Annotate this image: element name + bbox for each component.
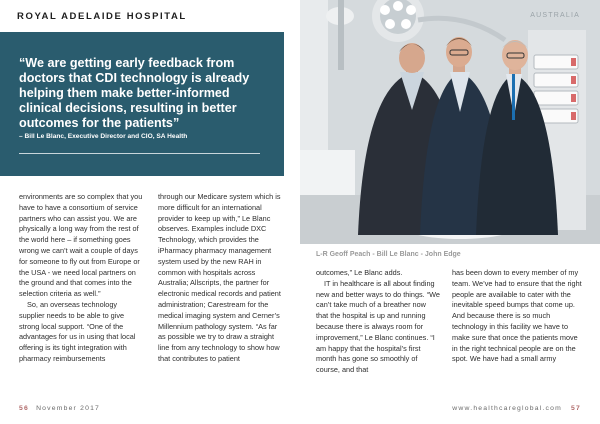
photo-illustration — [300, 0, 600, 244]
quote-divider — [19, 153, 260, 154]
paragraph: So, an overseas technology supplier needs to be able to give strong local support. “One of the advantages for us in using that local offering is its tight integration with pharmacy reimbursements — [19, 299, 136, 363]
text-column-2 — [158, 192, 284, 365]
paragraph: through our Medicare system which is more difficult for an international provider to keep up with,” Le Blanc observes. Examples include DXC Technology, which provides the iPharmacy pharmacy management system used by the new RAH in common with hospitals across Australia; Allscripts, the partner for electronic medical records and patient administration; Carestream for the medical imaging system and Cerner’s Millennium pathology system. “As far as possible we try to draw a straight line from any technology to show how that contributes to patient — [158, 192, 281, 363]
page-number-left: 56 — [19, 405, 29, 412]
hospital-photo — [300, 0, 600, 244]
photo-watermark: AUSTRALIA — [530, 12, 580, 19]
issue-date: November 2017 — [36, 405, 101, 412]
paragraph: IT in healthcare is all about finding new and better ways to do things. “We can’t take much of a breather now that the hospital is up and running because there is always room for improvement,” Le Blanc continues. “I am happy that the hospital’s first month has gone so smoothly of course, and that — [316, 278, 440, 375]
pull-quote-attribution: – Bill Le Blanc, Executive Director and CIO, SA Health — [19, 133, 188, 140]
paragraph: environments are so complex that you have to have a consortium of service partners who can assist you. We are physically a long way from the rest of the world here – if something goes wrong we can’t wait a couple of days for someone to fly out from Europe or the USA - we need local partners on the ground and that comes into the selection criteria as well.” — [19, 192, 143, 299]
pull-quote-box — [0, 32, 284, 176]
paragraph: outcomes,” Le Blanc adds. — [316, 268, 403, 277]
text-column-3 — [316, 268, 440, 376]
text-column-1 — [19, 192, 143, 365]
paragraph: has been down to every member of my team. We’ve had to ensure that the right people are available to cater with the inevitable speed bumps that come up. And because there is so much technology in this facility we have to make sure that once the patients move in the right technical people are on the spot. We have had a small army — [452, 268, 582, 364]
page-number-right: 57 — [571, 405, 581, 412]
footer-left — [19, 405, 100, 412]
publication-section-title: ROYAL ADELAIDE HOSPITAL — [17, 11, 187, 22]
footer-right — [452, 405, 581, 412]
photo-caption: L-R Geoff Peach - Bill Le Blanc - John Edge — [316, 251, 461, 258]
text-column-4 — [452, 268, 582, 365]
pull-quote-text: “We are getting early feedback from doctors that CDI technology is already helping them make better-informed clinical decisions, resulting in better outcomes for the patients” — [19, 56, 250, 130]
website-url: www.healthcareglobal.com — [452, 405, 562, 412]
